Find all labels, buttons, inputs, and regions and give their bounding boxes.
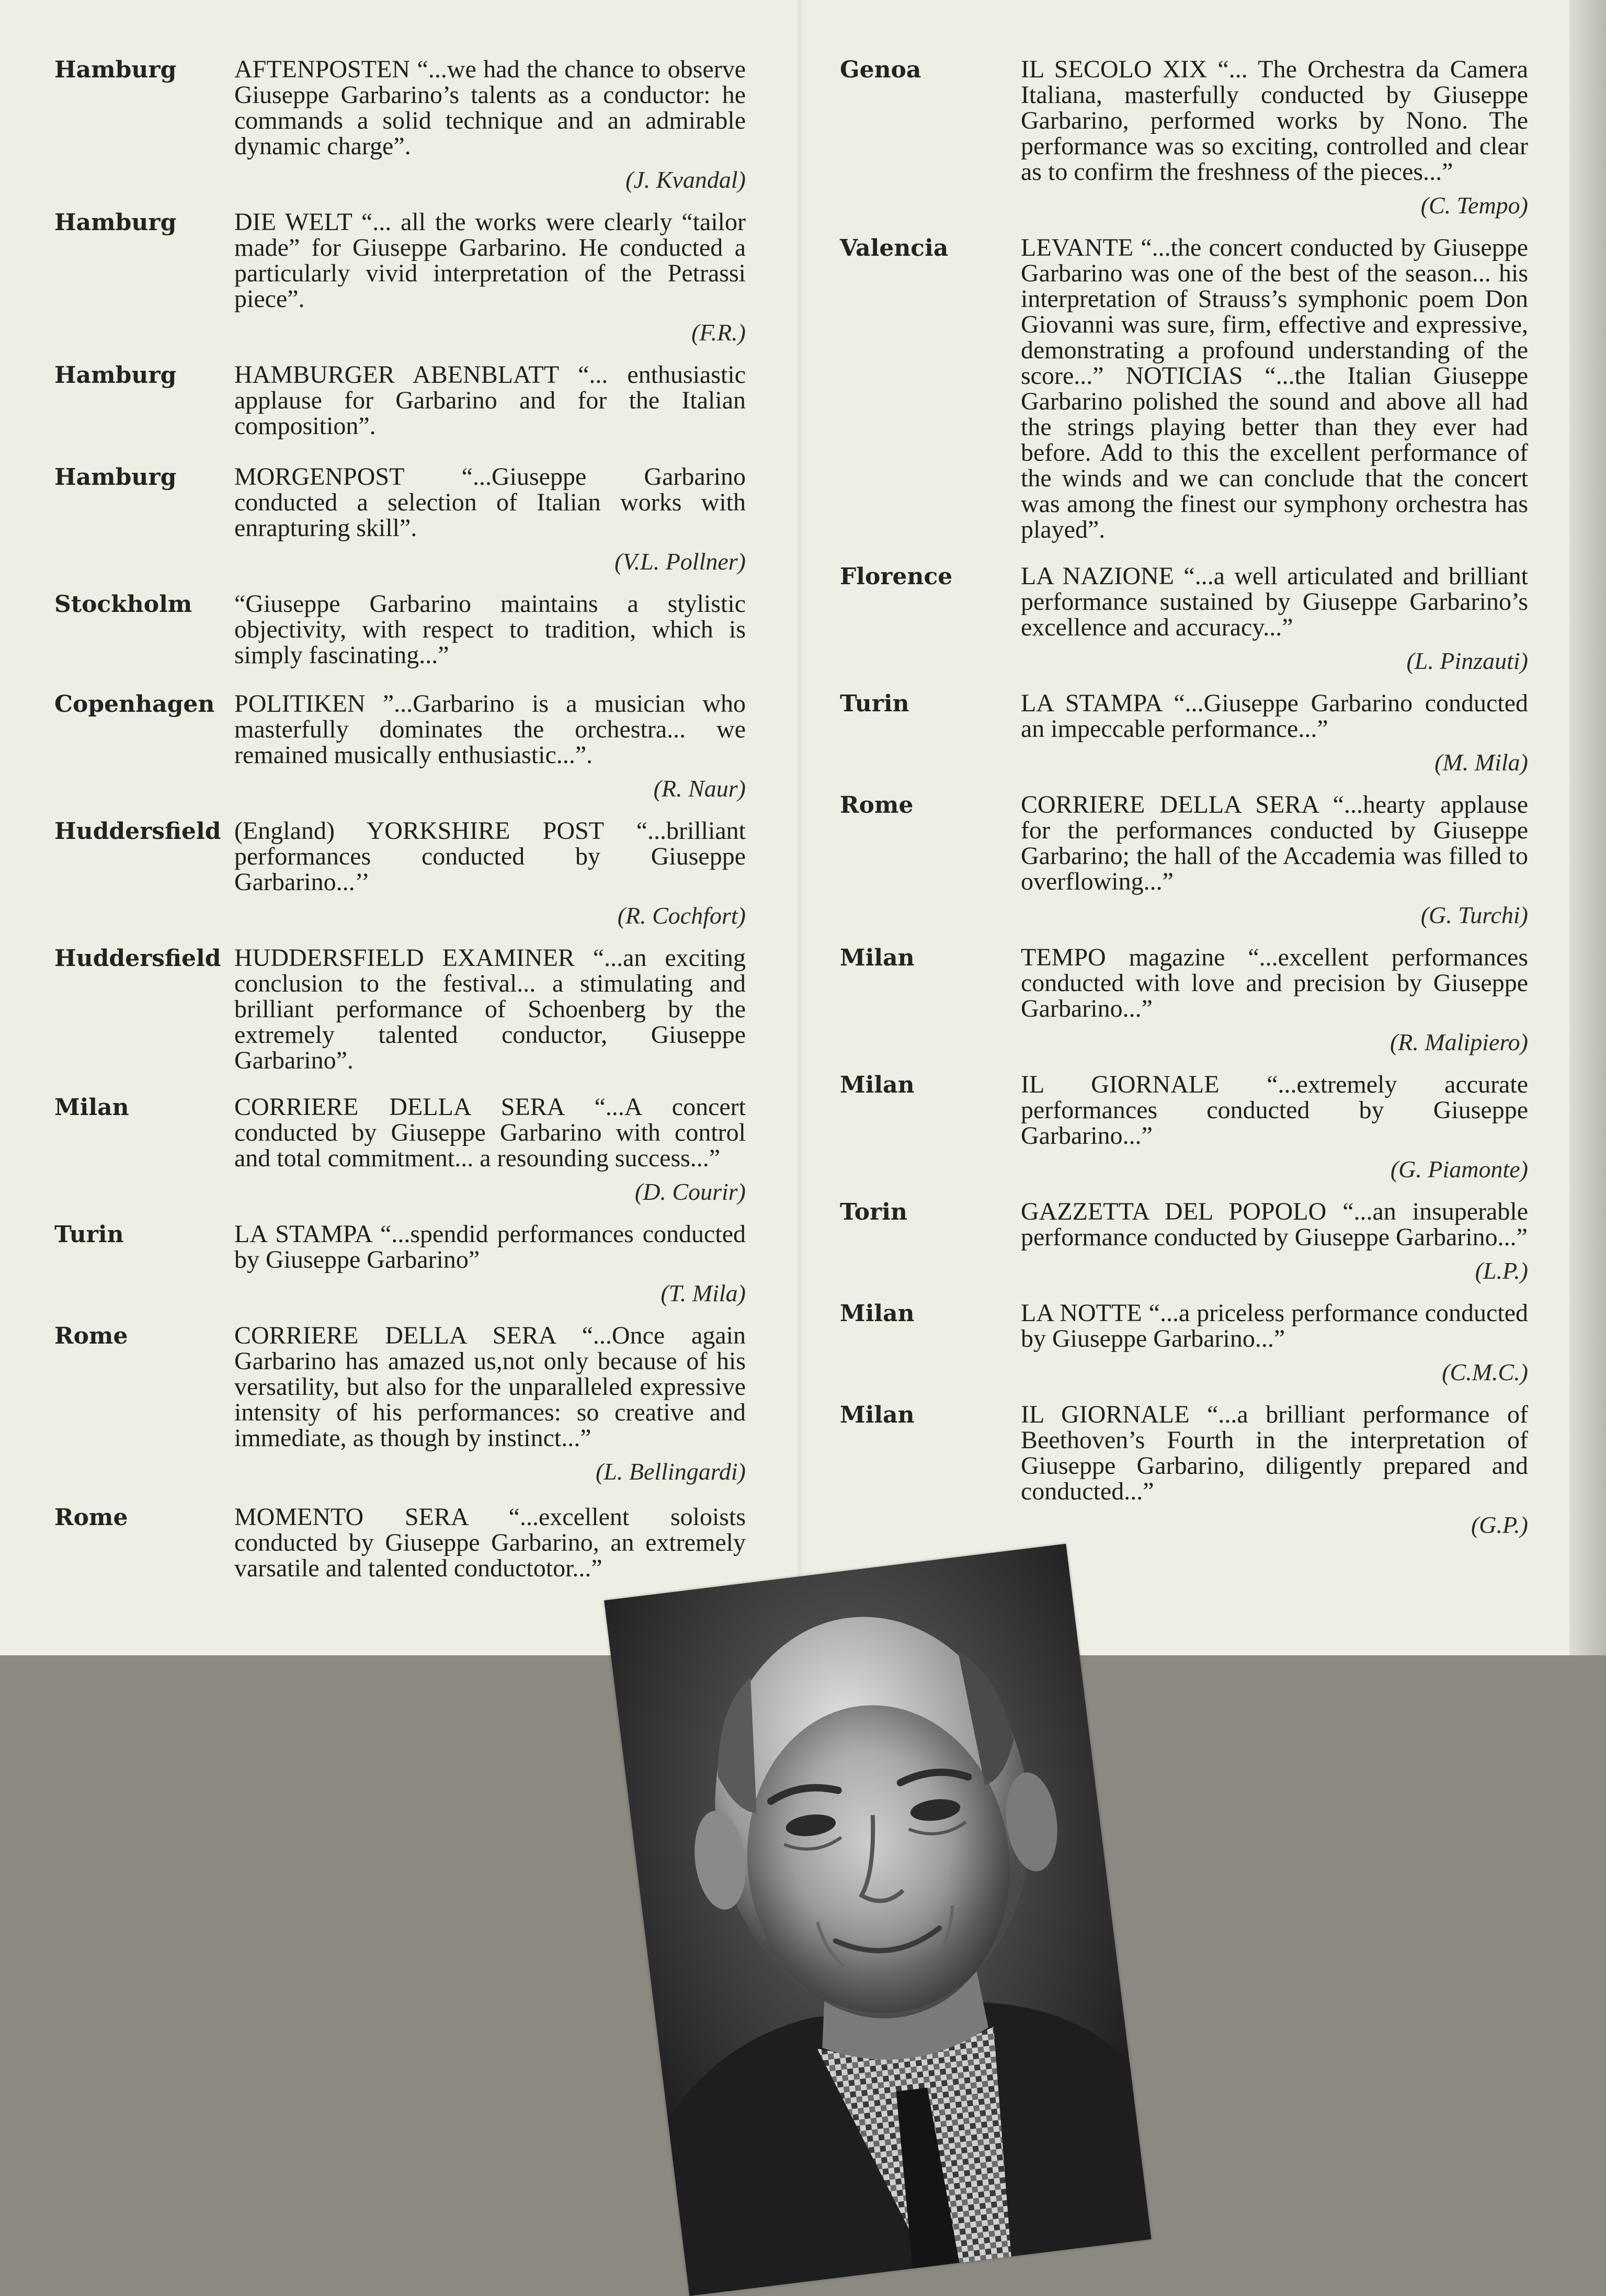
- review-entry: [54, 1094, 746, 1206]
- review-quote: DIE WELT “... all the works were clearly “tailor made” for Giuseppe Garbarino. He conducted a particularly vivid interpretation of the Petrassi piece”.: [234, 208, 746, 313]
- review-city: Torin: [840, 1199, 907, 1225]
- review-quote: CORRIERE DELLA SERA “...A concert conducted by Giuseppe Garbarino with control and total commitment... a resounding success...”: [234, 1093, 746, 1172]
- review-city: Rome: [840, 792, 914, 819]
- review-critic: (M. Mila): [1434, 749, 1528, 776]
- review-entry: [840, 563, 1528, 675]
- review-quote: HAMBURGER ABENBLATT “... enthusiastic applause for Garbarino and for the Italian composition”.: [234, 361, 746, 440]
- review-quote: IL GIORNALE “...extremely accurate performances conducted by Giuseppe Garbarino...”: [1021, 1071, 1528, 1150]
- review-entry: [54, 1504, 746, 1581]
- review-city: Milan: [840, 1300, 915, 1327]
- review-critic: (G.P.): [1471, 1511, 1528, 1538]
- review-entry: [54, 818, 746, 929]
- review-critic: (F.R.): [691, 319, 746, 346]
- review-entry: [54, 209, 746, 346]
- review-city: Milan: [840, 1402, 915, 1428]
- review-city: Rome: [54, 1323, 128, 1349]
- review-entry: [840, 945, 1528, 1056]
- review-quote: CORRIERE DELLA SERA “...hearty applause for the performances conducted by Giuseppe Garbarino; the hall of the Accademia was filled to overflowing...”: [1021, 791, 1528, 895]
- review-critic: (T. Mila): [660, 1280, 746, 1306]
- review-entry: [54, 945, 746, 1073]
- review-quote: MORGENPOST “...Giuseppe Garbarino conducted a selection of Italian works with enrapturing skill”.: [234, 463, 746, 542]
- review-city: Rome: [54, 1504, 128, 1531]
- review-entry: [840, 690, 1528, 776]
- review-critic: (R. Cochfort): [617, 902, 746, 929]
- review-city: Milan: [54, 1094, 129, 1121]
- review-critic: (R. Naur): [653, 775, 746, 802]
- review-critic: (J. Kvandal): [625, 166, 746, 193]
- review-entry: [840, 1300, 1528, 1386]
- review-quote: LA STAMPA “...Giuseppe Garbarino conducted an impeccable performance...”: [1021, 689, 1528, 743]
- review-entry: [54, 591, 746, 668]
- review-entry: [54, 1323, 746, 1485]
- review-city: Stockholm: [54, 591, 192, 618]
- review-city: Genoa: [840, 56, 921, 83]
- review-quote: LA NAZIONE “...a well articulated and brilliant performance sustained by Giuseppe Garbarino’s excellence and accuracy...”: [1021, 562, 1528, 641]
- review-entry: [54, 691, 746, 802]
- review-entry: [840, 1199, 1528, 1285]
- review-entry: [54, 56, 746, 194]
- review-critic: (D. Courir): [634, 1178, 746, 1205]
- review-quote: AFTENPOSTEN “...we had the chance to observe Giuseppe Garbarino’s talents as a conductor: he commands a solid technique and an admirable dynamic charge”.: [234, 55, 746, 160]
- review-critic: (C. Tempo): [1420, 192, 1528, 219]
- review-city: Milan: [840, 1072, 915, 1098]
- page-edge-shadow: [1569, 0, 1606, 1655]
- review-entry: [54, 1221, 746, 1307]
- review-quote: POLITIKEN ”...Garbarino is a musician who masterfully dominates the orchestra... we remained musically enthusiastic...”.: [234, 690, 746, 769]
- review-quote: IL SECOLO XIX “... The Orchestra da Camera Italiana, masterfully conducted by Giuseppe Garbarino, performed works by Nono. The performance was so exciting, controlled and clear as to confirm the freshness of the pieces...”: [1021, 55, 1528, 186]
- review-quote: (England) YORKSHIRE POST “...brilliant performances conducted by Giuseppe Garbarino...’’: [234, 817, 746, 896]
- review-critic: (L. Bellingardi): [595, 1458, 746, 1485]
- review-city: Hamburg: [54, 56, 177, 83]
- review-quote: TEMPO magazine “...excellent performances conducted with love and precision by Giuseppe Garbarino...”: [1021, 944, 1528, 1022]
- review-city: Huddersfield: [54, 818, 221, 845]
- review-city: Hamburg: [54, 362, 177, 389]
- left-review-column: [54, 56, 746, 1581]
- review-entry: [840, 235, 1528, 542]
- review-critic: (L. Pinzauti): [1406, 647, 1528, 674]
- review-entry: [54, 464, 746, 575]
- review-entry: [840, 1402, 1528, 1539]
- review-quote: LA STAMPA “...spendid performances conducted by Giuseppe Garbarino”: [234, 1220, 746, 1274]
- review-city: Hamburg: [54, 209, 177, 236]
- review-critic: (R. Malipiero): [1389, 1029, 1528, 1055]
- review-critic: (G. Turchi): [1420, 902, 1528, 928]
- review-entry: [54, 362, 746, 439]
- right-review-column: [840, 56, 1528, 1539]
- review-quote: LA NOTTE “...a priceless performance conducted by Giuseppe Garbarino...”: [1021, 1299, 1528, 1352]
- portrait-image: [604, 1544, 1152, 2296]
- review-quote: GAZZETTA DEL POPOLO “...an insuperable performance conducted by Giuseppe Garbarino...”: [1021, 1198, 1528, 1251]
- review-critic: (L.P.): [1475, 1257, 1528, 1284]
- review-entry: [840, 792, 1528, 929]
- review-critic: (V.L. Pollner): [614, 548, 746, 575]
- review-quote: “Giuseppe Garbarino maintains a stylistic objectivity, with respect to tradition, which is simply fascinating...”: [234, 590, 746, 669]
- page-fold: [796, 0, 803, 1621]
- review-entry: [840, 56, 1528, 219]
- conductor-portrait-photo: [604, 1544, 1152, 2296]
- review-city: Turin: [54, 1221, 124, 1248]
- review-entry: [840, 1072, 1528, 1183]
- review-city: Hamburg: [54, 464, 177, 491]
- review-critic: (G. Piamonte): [1390, 1156, 1528, 1183]
- review-quote: IL GIORNALE “...a brilliant performance of Beethoven’s Fourth in the interpretation of Giuseppe Garbarino, diligently prepared and conducted...”: [1021, 1401, 1528, 1505]
- review-city: Copenhagen: [54, 691, 215, 718]
- review-city: Huddersfield: [54, 945, 221, 972]
- review-city: Milan: [840, 945, 915, 971]
- review-quote: CORRIERE DELLA SERA “...Once again Garbarino has amazed us,not only because of his versatility, but also for the unparalleled expressive intensity of his performances: so creative and immediate, as though by instinct...”: [234, 1322, 746, 1452]
- review-quote: LEVANTE “...the concert conducted by Giuseppe Garbarino was one of the best of the season... his interpretation of Strauss’s symphonic poem Don Giovanni was sure, firm, effective and expressive, demonstrating a profound understanding of the score...” NOTICIAS “...the Italian Giuseppe Garbarino polished the sound and above all had the strings playing better than they ever had before. Add to this the excellent performance of the winds and we can conclude that the concert was among the finest our symphony orchestra has played”.: [1021, 234, 1528, 543]
- review-critic: (C.M.C.): [1442, 1359, 1528, 1385]
- review-quote: HUDDERSFIELD EXAMINER “...an exciting conclusion to the festival... a stimulating and brilliant performance of Schoenberg by the extremely talented conductor, Giuseppe Garbarino”.: [234, 944, 746, 1074]
- review-city: Valencia: [840, 235, 949, 262]
- review-city: Florence: [840, 563, 953, 590]
- review-quote: MOMENTO SERA “...excellent soloists conducted by Giuseppe Garbarino, an extremely varsatile and talented conductotor...”: [234, 1503, 746, 1582]
- review-city: Turin: [840, 690, 909, 717]
